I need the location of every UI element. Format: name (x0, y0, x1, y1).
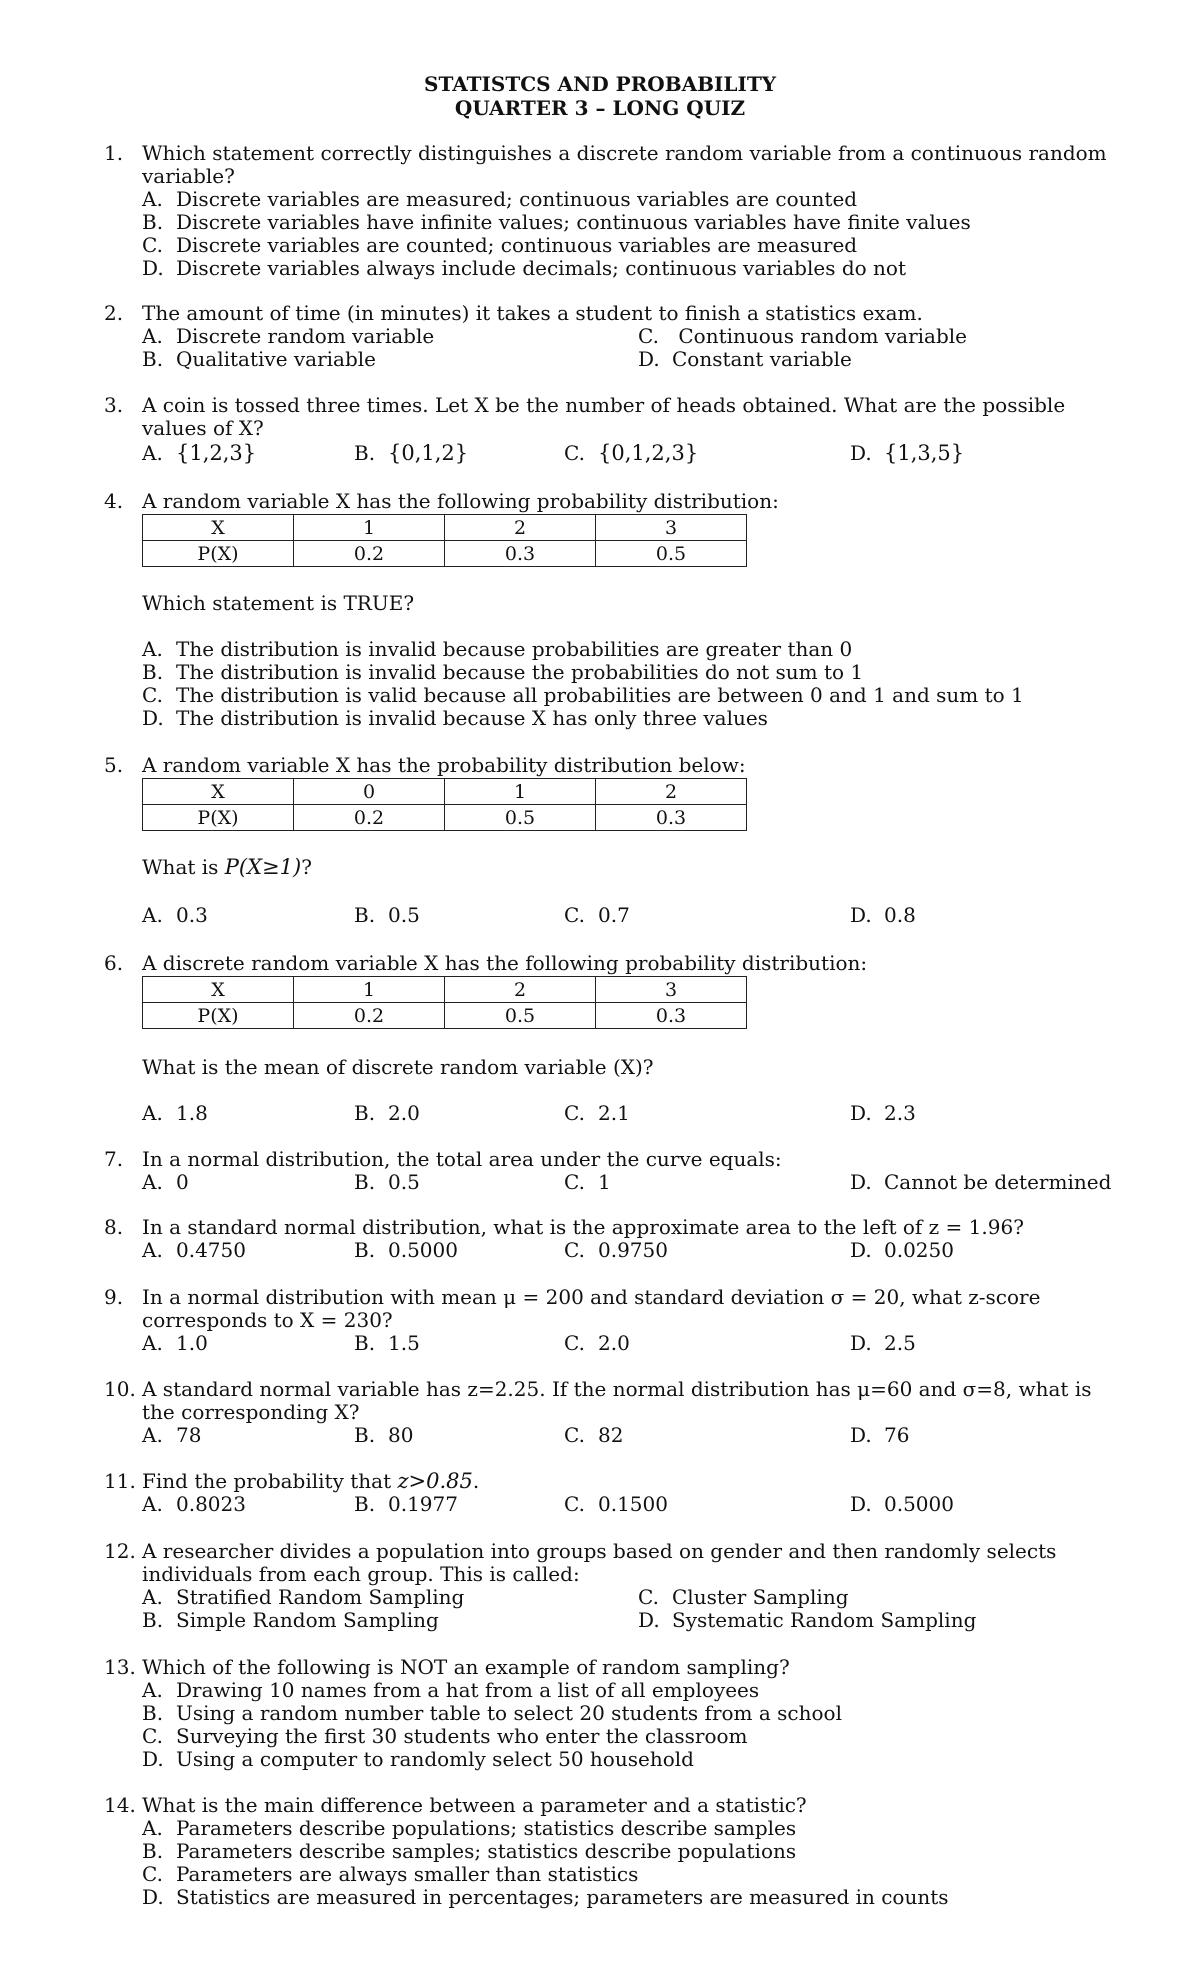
option-a: A. The distribution is invalid because probabilities are greater than 0 (142, 637, 853, 661)
question-number: 3. (104, 393, 124, 417)
option-d: D. Statistics are measured in percentages; parameters are measured in counts (142, 1885, 949, 1909)
option-c: C. 0.7 (564, 903, 630, 927)
option-a: A. 0.8023 (142, 1492, 246, 1516)
option-a: A. 78 (142, 1423, 202, 1447)
option-a: A. 1.0 (142, 1331, 208, 1355)
option-d: D. The distribution is invalid because X has only three values (142, 706, 768, 730)
option-d: D. Using a computer to randomly select 50 household (142, 1747, 694, 1771)
option-a: A. 0 (142, 1170, 189, 1194)
option-c: C. Surveying the first 30 students who enter the classroom (142, 1724, 748, 1748)
option-d: D. Constant variable (638, 347, 852, 371)
option-b: B. 0.5000 (354, 1238, 458, 1262)
option-c: C. Parameters are always smaller than statistics (142, 1862, 639, 1886)
question-1 (104, 142, 1124, 280)
question-7 (104, 1148, 1124, 1194)
math-expression: P(X≥1) (224, 855, 302, 879)
option-b: B. {0,1,2} (354, 441, 469, 465)
option-c: C. 2.1 (564, 1101, 630, 1125)
table-cell: 0 (294, 779, 445, 805)
question-5-options (104, 904, 1124, 927)
option-d: D. 0.0250 (850, 1238, 954, 1262)
question-number: 2. (104, 301, 124, 325)
question-10 (104, 1378, 1124, 1447)
question-2 (104, 302, 1124, 371)
question-text: A researcher divides a population into groups based on gender and then randomly selects individuals from each group. This is called: (142, 1539, 1057, 1586)
option-a: A. {1,2,3} (142, 441, 257, 465)
question-text: In a normal distribution, the total area under the curve equals: (142, 1147, 782, 1171)
quiz-title: STATISTCS AND PROBABILITY (424, 72, 776, 96)
option-c: C. 1 (564, 1170, 611, 1194)
question-5-prompt: What is P(X≥1)? (142, 855, 312, 879)
quiz-subtitle: QUARTER 3 – LONG QUIZ (454, 96, 746, 120)
option-b: B. Discrete variables have infinite values; continuous variables have finite values (142, 210, 971, 234)
option-a: A. 0.3 (142, 903, 208, 927)
option-d: D. 0.5000 (850, 1492, 954, 1516)
question-number: 6. (104, 951, 124, 975)
option-a: A. Parameters describe populations; statistics describe samples (142, 1816, 797, 1840)
option-c: C. 0.9750 (564, 1238, 668, 1262)
question-text: A standard normal variable has z=2.25. If the normal distribution has μ=60 and σ=8, what is the corresponding X? (142, 1377, 1092, 1424)
table-cell: 1 (445, 779, 596, 805)
question-text: A coin is tossed three times. Let X be the number of heads obtained. What are the possible values of X? (142, 393, 1066, 440)
table-cell: P(X) (143, 1003, 294, 1029)
option-d: D. 76 (850, 1423, 910, 1447)
question-number: 10. (104, 1377, 136, 1401)
option-c: C. 82 (564, 1423, 624, 1447)
option-c: C. 0.1500 (564, 1492, 668, 1516)
table-cell: 0.5 (445, 805, 596, 831)
option-d: D. Discrete variables always include decimals; continuous variables do not (142, 256, 906, 280)
table-cell: X (143, 779, 294, 805)
table-cell: 0.3 (596, 805, 747, 831)
math-expression: z>0.85 (397, 1469, 473, 1493)
question-4-prompt: Which statement is TRUE? (142, 591, 415, 615)
question-number: 12. (104, 1539, 136, 1563)
option-d: D. 2.3 (850, 1101, 916, 1125)
option-a: A. 0.4750 (142, 1238, 246, 1262)
table-cell: 1 (294, 515, 445, 541)
table-cell: 0.2 (294, 805, 445, 831)
table-cell: 2 (445, 977, 596, 1003)
question-text: The amount of time (in minutes) it takes a student to finish a statistics exam. (142, 301, 923, 325)
table-cell: 2 (445, 515, 596, 541)
table-cell: 0.2 (294, 1003, 445, 1029)
question-11 (104, 1470, 1124, 1516)
option-a: A. Discrete random variable (142, 324, 435, 348)
probability-table (142, 976, 747, 1029)
question-6-prompt: What is the mean of discrete random variable (X)? (142, 1055, 654, 1079)
table-cell: 0.5 (596, 541, 747, 567)
table-cell: 2 (596, 779, 747, 805)
probability-table (142, 514, 747, 567)
question-9 (104, 1286, 1124, 1355)
question-4-options (104, 638, 1124, 730)
table-cell: P(X) (143, 541, 294, 567)
option-c: C. Discrete variables are counted; continuous variables are measured (142, 233, 858, 257)
option-b: B. Simple Random Sampling (142, 1608, 439, 1632)
option-b: B. Parameters describe samples; statistics describe populations (142, 1839, 797, 1863)
option-c: C. {0,1,2,3} (564, 441, 699, 465)
option-b: B. 2.0 (354, 1101, 420, 1125)
question-text: In a standard normal distribution, what is the approximate area to the left of z = 1.96? (142, 1215, 1024, 1239)
option-b: B. 0.1977 (354, 1492, 458, 1516)
table-cell: X (143, 515, 294, 541)
question-text: In a normal distribution with mean μ = 200 and standard deviation σ = 20, what z-score corresponds to X = 230? (142, 1285, 1041, 1332)
question-number: 11. (104, 1469, 136, 1493)
question-6-options (104, 1102, 1124, 1125)
option-a: A. Drawing 10 names from a hat from a list of all employees (142, 1678, 760, 1702)
question-number: 5. (104, 753, 124, 777)
option-c: C. 2.0 (564, 1331, 630, 1355)
table-cell: X (143, 977, 294, 1003)
option-c: C. Continuous random variable (638, 324, 967, 348)
question-number: 4. (104, 489, 124, 513)
option-d: D. Systematic Random Sampling (638, 1608, 977, 1632)
option-d: D. Cannot be determined (850, 1170, 1112, 1194)
option-c: C. The distribution is valid because all probabilities are between 0 and 1 and sum to 1 (142, 683, 1024, 707)
table-cell: 3 (596, 977, 747, 1003)
table-cell: P(X) (143, 805, 294, 831)
option-b: B. 0.5 (354, 1170, 420, 1194)
table-cell: 0.5 (445, 1003, 596, 1029)
option-b: B. The distribution is invalid because the probabilities do not sum to 1 (142, 660, 864, 684)
question-text: Which of the following is NOT an example of random sampling? (142, 1655, 790, 1679)
table-cell: 1 (294, 977, 445, 1003)
question-number: 1. (104, 141, 124, 165)
option-b: B. 1.5 (354, 1331, 420, 1355)
option-b: B. Using a random number table to select 20 students from a school (142, 1701, 842, 1725)
question-number: 14. (104, 1793, 136, 1817)
option-d: D. 0.8 (850, 903, 916, 927)
option-a: A. 1.8 (142, 1101, 208, 1125)
question-14 (104, 1794, 1124, 1909)
option-d: D. {1,3,5} (850, 441, 965, 465)
question-text: A random variable X has the following probability distribution: (142, 489, 779, 513)
table-cell: 3 (596, 515, 747, 541)
probability-table (142, 778, 747, 831)
question-4 (104, 490, 1124, 567)
option-b: B. Qualitative variable (142, 347, 377, 371)
option-a: A. Stratified Random Sampling (142, 1585, 465, 1609)
option-b: B. 0.5 (354, 903, 420, 927)
question-3 (104, 394, 1124, 466)
question-6 (104, 952, 1124, 1029)
question-text: A random variable X has the probability distribution below: (142, 753, 746, 777)
question-13 (104, 1656, 1124, 1771)
table-cell: 0.3 (445, 541, 596, 567)
question-text: What is the main difference between a parameter and a statistic? (142, 1793, 807, 1817)
option-d: D. 2.5 (850, 1331, 916, 1355)
question-5 (104, 754, 1124, 831)
question-number: 7. (104, 1147, 124, 1171)
question-number: 9. (104, 1285, 124, 1309)
table-cell: 0.3 (596, 1003, 747, 1029)
option-c: C. Cluster Sampling (638, 1585, 849, 1609)
question-number: 13. (104, 1655, 136, 1679)
question-number: 8. (104, 1215, 124, 1239)
question-8 (104, 1216, 1124, 1262)
option-a: A. Discrete variables are measured; continuous variables are counted (142, 187, 858, 211)
question-text: Find the probability that z>0.85. (142, 1469, 480, 1493)
question-text: Which statement correctly distinguishes a discrete random variable from a continuous random variable? (142, 141, 1107, 188)
question-text: A discrete random variable X has the following probability distribution: (142, 951, 868, 975)
table-cell: 0.2 (294, 541, 445, 567)
option-b: B. 80 (354, 1423, 414, 1447)
question-12 (104, 1540, 1124, 1632)
